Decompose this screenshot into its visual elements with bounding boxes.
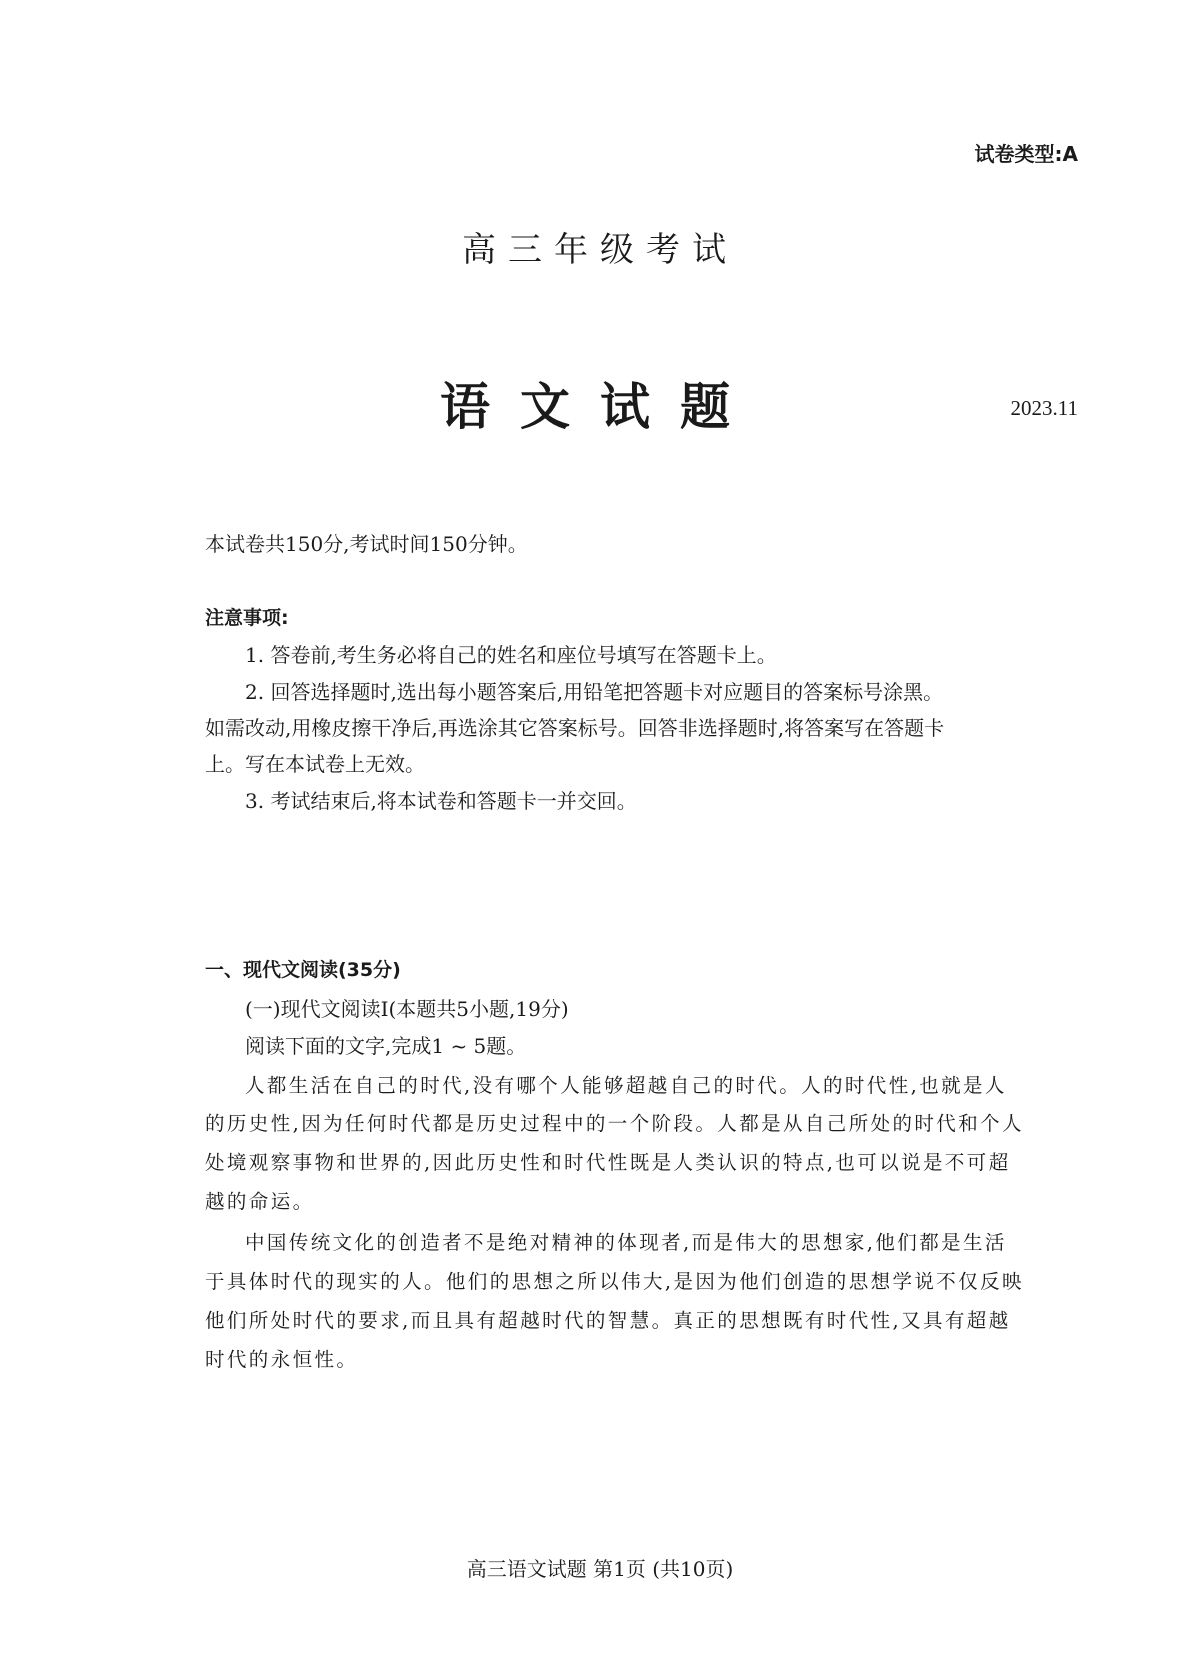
passage-line: 人都生活在自己的时代,没有哪个人能够超越自己的时代。人的时代性,也就是人 — [245, 1074, 1007, 1097]
exam-name: 高三年级考试 — [462, 230, 738, 270]
exam-date: 2023.11 — [1010, 396, 1078, 420]
passage-line: 中国传统文化的创造者不是绝对精神的体现者,而是伟大的思想家,他们都是生活 — [245, 1231, 1007, 1254]
intro-text: 本试卷共150分,考试时间150分钟。 — [205, 532, 528, 556]
notice-line: 上。写在本试卷上无效。 — [205, 752, 425, 776]
reading-instruction: 阅读下面的文字,完成1 ~ 5题。 — [245, 1034, 527, 1058]
paper-type-label: 试卷类型:A — [974, 142, 1078, 166]
passage-line: 的历史性,因为任何时代都是历史过程中的一个阶段。人都是从自己所处的时代和个人 — [205, 1112, 1024, 1135]
passage-line: 越的命运。 — [205, 1190, 315, 1213]
section-title: 一、现代文阅读(35分) — [205, 959, 401, 981]
passage-line: 他们所处时代的要求,而且具有超越时代的智慧。真正的思想既有时代性,又具有超越 — [205, 1309, 1011, 1332]
subsection-title: (一)现代文阅读Ⅰ(本题共5小题,19分) — [245, 997, 569, 1021]
notice-line: 1. 答卷前,考生务必将自己的姓名和座位号填写在答题卡上。 — [245, 643, 777, 667]
notice-line: 如需改动,用橡皮擦干净后,再选涂其它答案标号。回答非选择题时,将答案写在答题卡 — [205, 716, 945, 740]
exam-body — [205, 0, 1075, 1672]
passage-line: 于具体时代的现实的人。他们的思想之所以伟大,是因为他们创造的思想学说不仅反映 — [205, 1270, 1024, 1293]
passage-line: 时代的永恒性。 — [205, 1348, 359, 1371]
notice-line: 3. 考试结束后,将本试卷和答题卡一并交回。 — [245, 789, 637, 813]
notice-line: 2. 回答选择题时,选出每小题答案后,用铅笔把答题卡对应题目的答案标号涂黑。 — [245, 680, 944, 704]
notice-title: 注意事项: — [205, 607, 289, 629]
subject-title: 语文试题 — [440, 378, 760, 436]
passage-line: 处境观察事物和世界的,因此历史性和时代性既是人类认识的特点,也可以说是不可超 — [205, 1151, 1011, 1174]
page-footer: 高三语文试题 第1页 (共10页) — [466, 1557, 734, 1581]
